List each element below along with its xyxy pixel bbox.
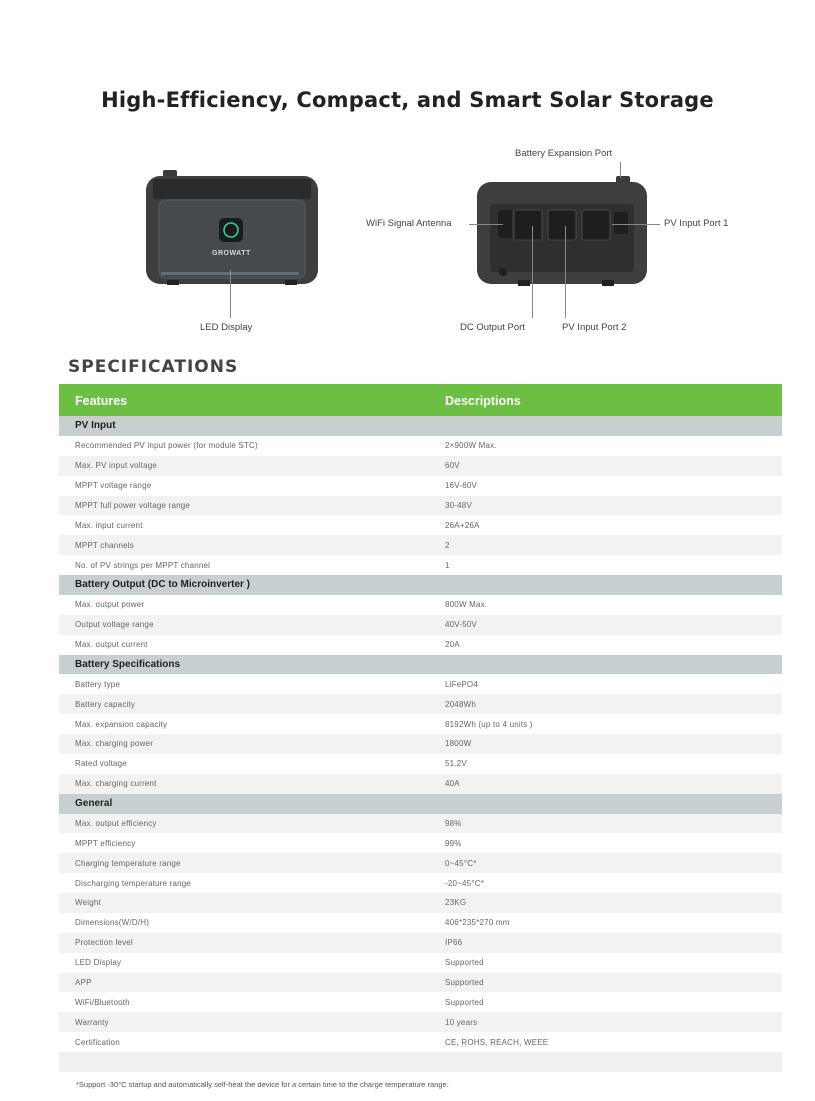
feature-cell: Max. charging current: [59, 774, 429, 794]
table-row: [59, 535, 782, 555]
feature-cell: Max. PV input voltage: [59, 456, 429, 476]
blank-cell: [59, 1052, 782, 1072]
feature-cell: Max. expansion capacity: [59, 714, 429, 734]
device-front-image: [145, 168, 320, 288]
table-row: [59, 595, 782, 615]
feature-cell: Dimensions(W/D/H): [59, 913, 429, 933]
feature-cell: MPPT channels: [59, 535, 429, 555]
blank-row: [59, 1052, 782, 1072]
section-row: [59, 794, 782, 814]
table-row: [59, 1012, 782, 1032]
feature-cell: Warranty: [59, 1012, 429, 1032]
table-row: [59, 853, 782, 873]
table-row: [59, 674, 782, 694]
table-row: [59, 476, 782, 496]
description-cell: 60V: [429, 456, 782, 476]
feature-cell: Weight: [59, 893, 429, 913]
leader-line-dc-output: [532, 226, 533, 318]
header-features: Features: [59, 384, 429, 416]
description-cell: 406*235*270 mm: [429, 913, 782, 933]
table-row: [59, 555, 782, 575]
table-row: [59, 436, 782, 456]
description-cell: Supported: [429, 953, 782, 973]
label-pv-input-port-2: PV Input Port 2: [562, 322, 627, 333]
table-row: [59, 515, 782, 535]
label-pv-input-port-1: PV Input Port 1: [664, 218, 729, 229]
leader-line-expansion: [620, 162, 621, 178]
section-title: General: [59, 794, 782, 814]
label-led-display: LED Display: [200, 322, 253, 333]
feature-cell: Max. input current: [59, 515, 429, 535]
label-wifi-signal-antenna: WiFi Signal Antenna: [366, 218, 452, 229]
table-row: [59, 1032, 782, 1052]
description-cell: 1800W: [429, 734, 782, 754]
description-cell: 16V-60V: [429, 476, 782, 496]
section-row: [59, 655, 782, 675]
table-row: [59, 992, 782, 1012]
feature-cell: Max. charging power: [59, 734, 429, 754]
description-cell: Supported: [429, 992, 782, 1012]
description-cell: LiFePO4: [429, 674, 782, 694]
table-row: [59, 456, 782, 476]
feature-cell: Discharging temperature range: [59, 873, 429, 893]
feature-cell: Protection level: [59, 933, 429, 953]
specifications-heading: SPECIFICATIONS: [68, 357, 239, 377]
leader-line-pv2: [565, 226, 566, 318]
feature-cell: Max. output current: [59, 635, 429, 655]
device-brand-logo: GROWATT: [212, 250, 251, 257]
description-cell: 0~45°C*: [429, 853, 782, 873]
description-cell: IP66: [429, 933, 782, 953]
label-dc-output-port: DC Output Port: [460, 322, 525, 333]
description-cell: 98%: [429, 814, 782, 834]
table-row: [59, 714, 782, 734]
feature-cell: Certification: [59, 1032, 429, 1052]
footnote: *Support -30°C startup and automatically self-heat the device for a certain time to the charge temperature range.: [76, 1080, 449, 1089]
feature-cell: MPPT efficiency: [59, 833, 429, 853]
feature-cell: Recommended PV input power (for module STC): [59, 436, 429, 456]
description-cell: Supported: [429, 973, 782, 993]
table-row: [59, 913, 782, 933]
description-cell: 2: [429, 535, 782, 555]
feature-cell: LED Display: [59, 953, 429, 973]
table-row: [59, 774, 782, 794]
description-cell: 26A+26A: [429, 515, 782, 535]
leader-line-wifi: [469, 224, 503, 225]
section-row: [59, 416, 782, 436]
table-row: [59, 615, 782, 635]
description-cell: 2×900W Max.: [429, 436, 782, 456]
feature-cell: No. of PV strings per MPPT channel: [59, 555, 429, 575]
table-row: [59, 754, 782, 774]
section-row: [59, 575, 782, 595]
feature-cell: Max. output efficiency: [59, 814, 429, 834]
feature-cell: Battery capacity: [59, 694, 429, 714]
table-row: [59, 873, 782, 893]
description-cell: 8192Wh (up to 4 units ): [429, 714, 782, 734]
feature-cell: MPPT voltage range: [59, 476, 429, 496]
description-cell: 2048Wh: [429, 694, 782, 714]
table-row: [59, 734, 782, 754]
leader-line-led: [230, 270, 231, 318]
description-cell: -20~45°C*: [429, 873, 782, 893]
feature-cell: APP: [59, 973, 429, 993]
specifications-table: [59, 384, 782, 1072]
description-cell: 40A: [429, 774, 782, 794]
feature-cell: Rated voltage: [59, 754, 429, 774]
device-rear-image: [476, 176, 648, 288]
description-cell: 40V-50V: [429, 615, 782, 635]
table-row: [59, 814, 782, 834]
section-title: Battery Specifications: [59, 655, 782, 675]
description-cell: 99%: [429, 833, 782, 853]
feature-cell: MPPT full power voltage range: [59, 496, 429, 516]
table-row: [59, 953, 782, 973]
section-title: PV Input: [59, 416, 782, 436]
header-descriptions: Descriptions: [429, 384, 782, 416]
feature-cell: Max. output power: [59, 595, 429, 615]
table-row: [59, 893, 782, 913]
table-row: [59, 973, 782, 993]
leader-line-pv1: [612, 224, 660, 225]
feature-cell: WiFi/Bluetooth: [59, 992, 429, 1012]
label-battery-expansion-port: Battery Expansion Port: [515, 148, 613, 159]
table-header-row: [59, 384, 782, 416]
table-row: [59, 933, 782, 953]
feature-cell: Output voltage range: [59, 615, 429, 635]
description-cell: 800W Max.: [429, 595, 782, 615]
description-cell: 20A: [429, 635, 782, 655]
specifications-body: [59, 416, 782, 1072]
feature-cell: Battery type: [59, 674, 429, 694]
table-row: [59, 496, 782, 516]
table-row: [59, 833, 782, 853]
page-title: High-Efficiency, Compact, and Smart Solar Storage: [101, 88, 714, 112]
table-row: [59, 694, 782, 714]
feature-cell: Charging temperature range: [59, 853, 429, 873]
table-row: [59, 635, 782, 655]
description-cell: 1: [429, 555, 782, 575]
description-cell: 30-48V: [429, 496, 782, 516]
description-cell: 23KG: [429, 893, 782, 913]
description-cell: 10 years: [429, 1012, 782, 1032]
section-title: Battery Output (DC to Microinverter ): [59, 575, 782, 595]
description-cell: CE, ROHS, REACH, WEEE: [429, 1032, 782, 1052]
description-cell: 51.2V: [429, 754, 782, 774]
